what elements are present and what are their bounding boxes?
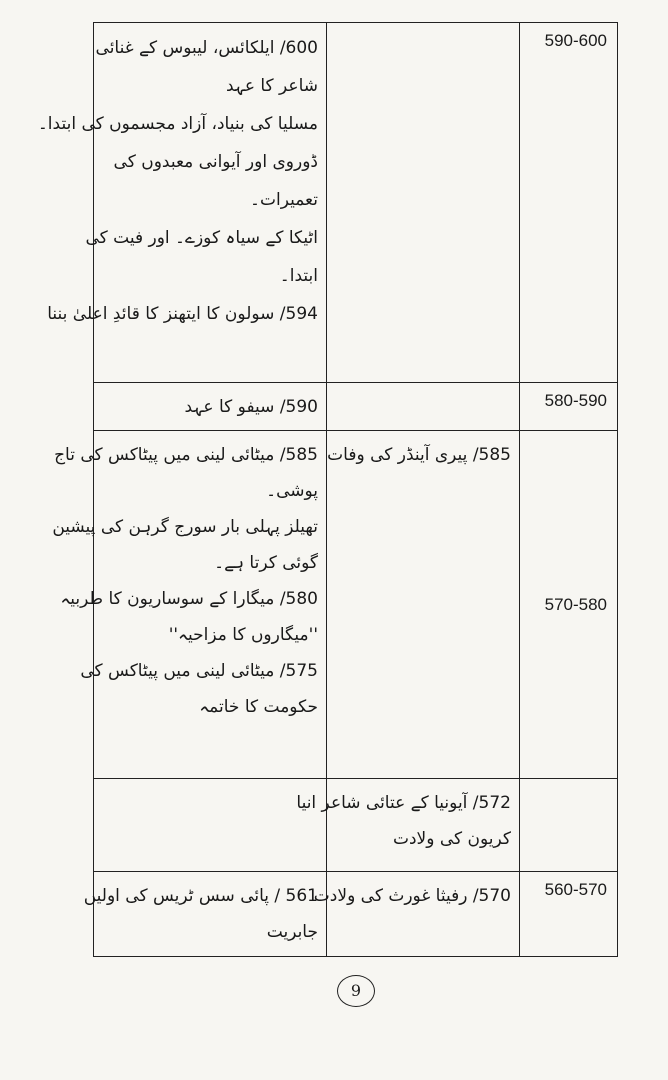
date-cell [520, 779, 618, 872]
events-cell [94, 779, 327, 872]
event-line: جابریت [266, 922, 318, 942]
event-line: ڈوروی اور آیوانی معبدوں کی [113, 152, 318, 172]
chronology-table [37, 22, 618, 957]
date-cell: 580-590 [520, 383, 618, 431]
table-row [94, 431, 618, 779]
table-row [94, 23, 618, 383]
table-row [94, 779, 618, 872]
event-line: 575/ میٹائی لینی میں پیٹاکس کی [80, 661, 318, 681]
date-cell: 590-600 [520, 23, 618, 383]
middle-line: 585/ پیری آینڈر کی وفات [327, 445, 511, 465]
middle-cell [313, 872, 520, 957]
table-row [94, 383, 618, 431]
event-line: ''میگاروں کا مزاحیہ'' [168, 625, 318, 645]
event-line: 594/ سولون کا ایتھنز کا قائدِ اعلیٰ بننا [47, 304, 318, 324]
event-line: گوئی کرتا ہے۔ [214, 553, 318, 573]
page-number: 9 [337, 975, 375, 1007]
date-cell: 560-570 [520, 872, 618, 957]
middle-cell [327, 23, 520, 383]
middle-cell [296, 779, 520, 872]
event-line: تعمیرات۔ [250, 190, 318, 210]
event-line: 590/ سیفو کا عہد [184, 397, 318, 417]
event-line: اٹیکا کے سیاہ کوزے۔ اور فیت کی [85, 228, 318, 248]
events-cell [83, 872, 327, 957]
event-line: شاعر کا عہد [225, 76, 318, 96]
middle-line: کریون کی ولادت [392, 829, 511, 849]
event-line: حکومت کا خاتمہ [199, 697, 318, 717]
middle-line: 572/ آیونیا کے عتائی شاعر انیا [296, 793, 511, 813]
events-cell [94, 383, 327, 431]
event-line: پوشی۔ [266, 481, 318, 501]
middle-cell [327, 431, 520, 779]
event-line: ابتدا۔ [279, 266, 318, 286]
event-line: 580/ میگارا کے سوساریون کا طربیہ [60, 589, 318, 609]
events-cell [52, 431, 327, 779]
events-cell [37, 23, 327, 383]
event-line: 600/ ایلکائس، لیبوس کے غنائی [95, 38, 318, 58]
event-line: 585/ میٹائی لینی میں پیٹاکس کی تاج [54, 445, 318, 465]
table-row [94, 872, 618, 957]
date-cell: 570-580 [520, 431, 618, 779]
middle-line: 570/ رفیثا غورث کی ولادت [313, 886, 511, 906]
event-line: 561 / پائی سس ٹریس کی اولیں [83, 886, 318, 906]
event-line: مسلیا کی بنیاد، آزاد مجسموں کی ابتدا۔ [37, 114, 318, 134]
middle-cell [327, 383, 520, 431]
event-line: تھیلز پہلی بار سورج گرہن کی پیشین [52, 517, 318, 537]
